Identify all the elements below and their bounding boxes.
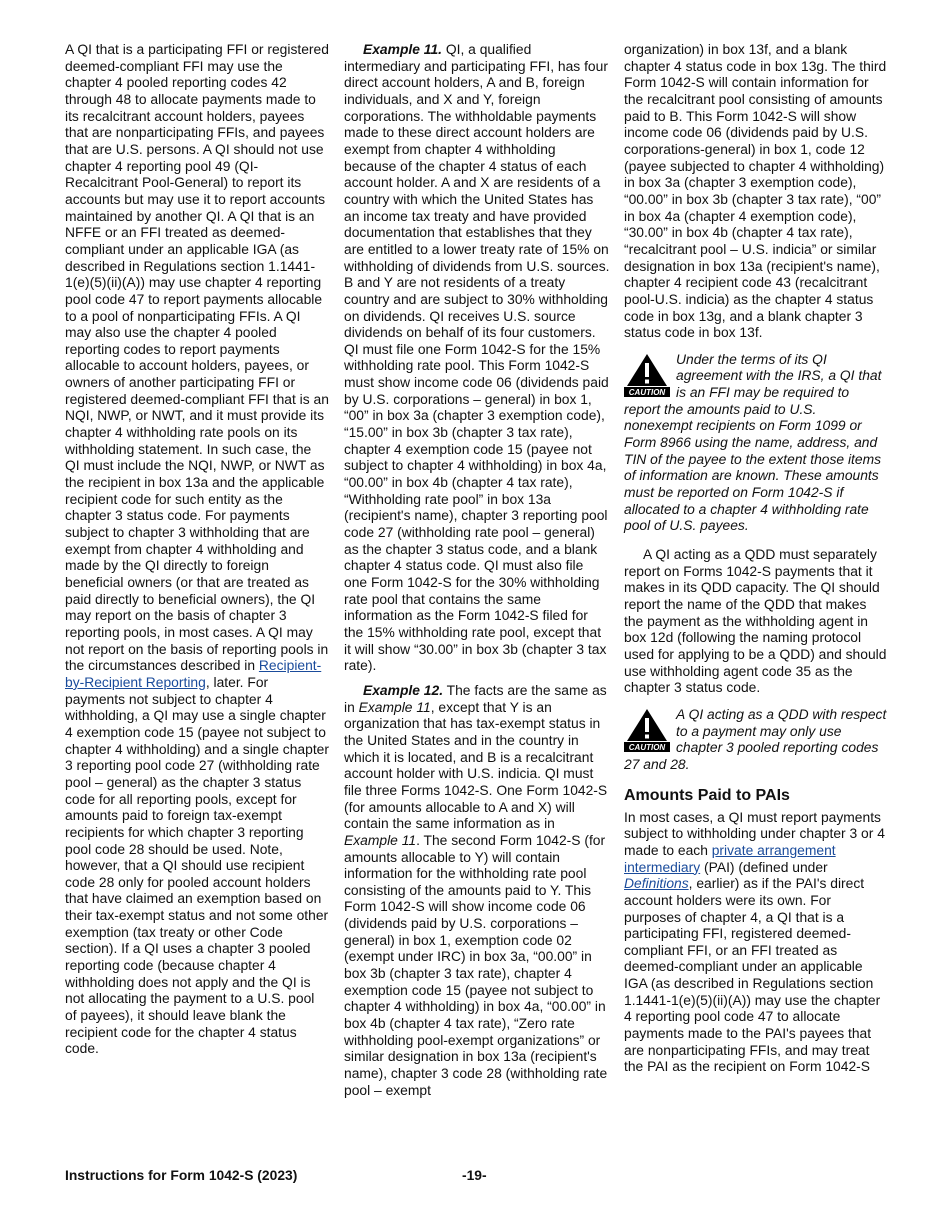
footer-page-number: -19- [462,1167,487,1183]
svg-text:CAUTION: CAUTION [628,387,666,397]
caution-icon [624,708,670,752]
paragraph-qi-pooled-codes: A QI that is a participating FFI or registered deemed-compliant FFI may use the chapter 4 pooled reporting codes 42 through 48 to allocate payments made to its recalcitrant account holders, payees that are nonparticipating FFIs, and payees that are U.S. persons. A QI should not use chapter 4 reporting pool 49 (QI-Recalcitrant Pool-General) to report its accounts but may use it to report accounts maintained by another QI. A QI that is an NFFE or an FFI treated as deemed-compliant under an applicable IGA (as described in Regulations section 1.1441-1(e)(5)(ii)(A)) may use chapter 4 reporting pool code 47 to report payments allocable to a pool of nonparticipating FFIs. A QI may also use the chapter 4 pooled reporting codes to report payments allocable to account holders, payees, or owners of another participating FFI or registered deemed-compliant FFI that is an NQI, NWP, or NWT, and it must provide its chapter 4 withholding rate pools on its withholding statement. In such case, the QI must include the NQI, NWP, or NWT as the recipient in box 13a and the applicable recipient code for such entity as the chapter 3 status code. For payments subject to chapter 3 withholding that are exempt from chapter 4 withholding and made by the QI directly to foreign beneficial owners (or that are treated as paid directly to beneficial owners), the QI may report on the basis of chapter 3 reporting pools, in most cases. A QI may not report on the basis of reporting pools in the circumstances described in Recipient-by-Recipient Reporting, later. For payments not subject to chapter 4 withholding, a QI may use a single chapter 4 exemption code 15 (payee not subject to chapter 4 withholding) and a single chapter 3 reporting pool code 27 (withholding rate pool – general) as the chapter 3 status code for all reporting pools, except for amounts paid to foreign tax-exempt recipients for which chapter 3 reporting pool code 28 should be used. Note, however, that a QI should use recipient code 28 only for pooled account holders that have claimed an exemption based on their tax-exempt status and not some other exemption (tax treaty or other Code section). If a QI uses a chapter 3 pooled reporting code (because chapter 4 withholding does not apply and the QI is not allocating the payment to a U.S. pool of payees), it should leave blank the recipient code for the chapter 4 status code. [65,41,329,1057]
paragraph-qdd: A QI acting as a QDD must separately report on Forms 1042-S payments that it makes in its QDD capacity. The QI should report the name of the QDD that makes the payment as the withholding agent in box 12d (following the naming protocol used for applying to be a QDD) and should use withholding agent code 35 as the chapter 3 status code. [624,546,887,696]
footer-form-title: Instructions for Form 1042-S (2023) [65,1167,298,1183]
column-right [624,41,888,1075]
section-heading-pai: Amounts Paid to PAIs [624,786,790,804]
caution-icon [624,353,670,397]
paragraph-pai: In most cases, a QI must report payments subject to withholding under chapter 3 or 4 made to each private arrangement intermediary (PAI) (defined under Definitions, earlier) as if the PAI's direct account holders were its own. For purposes of chapter 4, a QI that is a participating FFI, registered deemed-compliant FFI, or an FFI treated as deemed-compliant under an applicable IGA (as described in Regulations section 1.1441-1(e)(5)(ii)(A)) may use the chapter 4 reporting pool code 47 to allocate payments made to the PAI's payees that are nonparticipating FFIs, and may treat the PAI as the recipient on Form 1042-S [624,808,885,1075]
link-definitions[interactable]: Definitions [624,875,689,892]
example-12-label: Example 12. [363,681,444,698]
link-private-arrangement-intermediary[interactable]: private arrangement intermediary [624,841,836,875]
paragraph-recalcitrant-pool: organization) in box 13f, and a blank chapter 4 status code in box 13g. The third Form 1042-S will contain information for the recalcitrant pool consisting of amounts paid to B. This Form 1042-S will show income code 06 (dividends paid by U.S. corporations-general) in box 1, code 12 (payee subjected to chapter 4 withholding) in box 3a (chapter 3 exemption code), “00.00” in box 3b (chapter 3 tax rate), “00” in box 4a (chapter 4 exemption code), “30.00” in box 4b (chapter 4 tax rate), “recalcitrant pool – U.S. indicia” or similar designation in box 13a (recipient's name), chapter 4 recipient code 43 (recalcitrant pool-U.S. indicia) as the chapter 4 status code in box 13g, and a blank chapter 3 status code in box 13f. [624,41,887,341]
svg-text:CAUTION: CAUTION [628,742,666,752]
example-11-label: Example 11. [363,41,443,57]
column-left [65,41,329,1057]
column-middle [344,41,610,1098]
caution-note-1099: CAUTION Under the terms of its QI agreement with the IRS, a QI that is an FFI may be required to report the amounts paid to U.S. nonexempt recipients on Form 1099 or Form 8966 using the name, address, and TIN of the payee to the extent those items of information are known. These amounts must be reported on Form 1042-S if allocated to a chapter 4 withholding rate pool of U.S. payees. [624,350,882,534]
example-11: Example 11. QI, a qualified intermediary and participating FFI, has four direct account holders, A and B, foreign individuals, and X and Y, foreign corporations. The withholdable payments made to these direct account holders are exempt from chapter 4 withholding because of the chapter 4 status of each account holder. A and X are residents of a country with which the United States has an income tax treaty and have provided documentation that establishes that they are entitled to a lower treaty rate of 15% on withholding of dividends from U.S. sources. B and Y are not residents of a treaty country and are subject to 30% withholding on dividends. QI receives U.S. source dividends on behalf of its four customers. QI must file one Form 1042-S for the 15% withholding rate pool. This Form 1042-S must show income code 06 (dividends paid by U.S. corporations – general) in box 1, “00” in box 3a (chapter 3 exemption code), “15.00” in box 3b (chapter 3 tax rate), chapter 4 exemption code 15 (payee not subject to chapter 4 withholding) in box 4a, “00.00” in box 4b (chapter 4 tax rate), “Withholding rate pool” in box 13a (recipient's name), chapter 3 reporting pool code 27 (withholding rate pool – general) as the chapter 3 status code, and a blank chapter 4 status code. QI must also file one Form 1042-S for the 30% withholding rate pool that contains the same information as the Form 1042-S filed for the 15% withholding rate pool, except that it will show “30.00” in box 3b (chapter 3 tax rate). [344,41,610,674]
caution-note-qdd: CAUTION A QI acting as a QDD with respect to a payment may only use chapter 3 pooled reporting codes 27 and 28. [624,705,887,772]
example-12: Example 12. The facts are the same as in Example 11, except that Y is an organization that has tax-exempt status in the United States and in the country in which it is located, and B is a recalcitrant account holder with U.S. indicia. QI must file three Forms 1042-S. One Form 1042-S (for amounts allocable to A and X) will contain the same information as in Example 11. The second Form 1042-S (for amounts allocable to Y) will contain information for the withholding rate pool consisting of the amounts paid to Y. This Form 1042-S will show income code 06 (dividends paid by U.S. corporations – general) in box 1, exemption code 02 (exempt under IRC) in box 3a, “00.00” in box 3b (chapter 3 tax rate), chapter 4 exemption code 15 (payee not subject to chapter 4 withholding) in box 4a, “00.00” in box 4b (chapter 4 tax rate), “Zero rate withholding pool-exempt organizations” or similar designation in box 13a (recipient's name), chapter 3 code 28 (withholding rate pool – exempt [344,681,608,1098]
link-recipient-by-recipient-reporting[interactable]: Recipient-by-Recipient Reporting [65,657,322,690]
